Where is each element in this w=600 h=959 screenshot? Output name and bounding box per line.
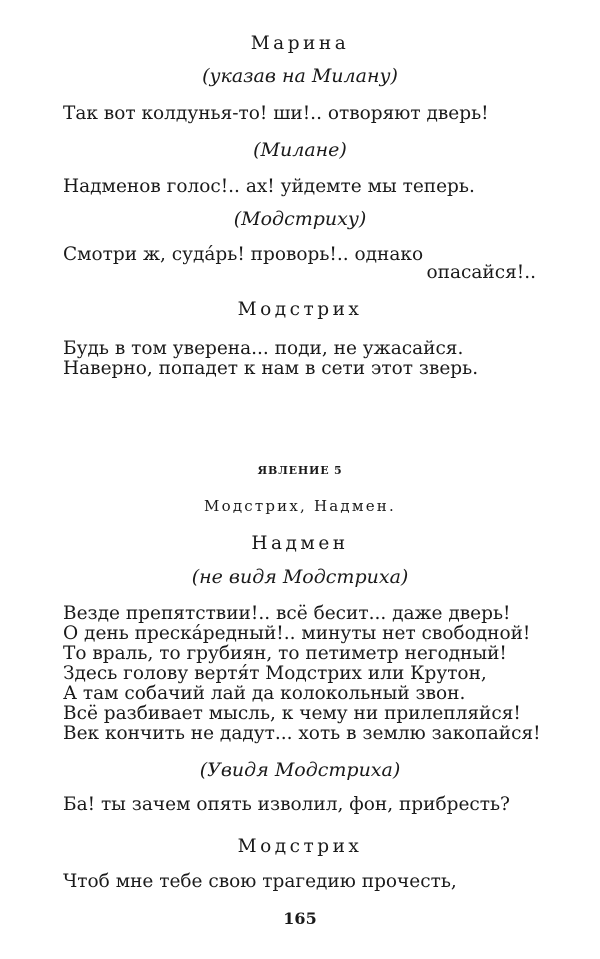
verse-line: Наверно, попадет к нам в сети этот зверь. — [63, 358, 479, 379]
verse-line: Чтоб мне тебе свою трагедию прочесть, — [63, 871, 457, 892]
cast-list: Модстрих, Надмен. — [204, 497, 396, 515]
verse-line: Надменов голос!.. ах! уйдемте мы теперь. — [63, 176, 475, 197]
verse-line: Всё разбивает мысль, к чему ни прилепляйся! — [63, 703, 521, 724]
verse-line: Везде препятствии!.. всё бесит... даже дверь! — [63, 603, 511, 624]
speaker-nadmen: Надмен — [251, 533, 349, 554]
speaker-marina: Марина — [250, 33, 350, 54]
stage-direction: (не видя Модстриха) — [191, 566, 409, 588]
scene-heading: ЯВЛЕНИЕ 5 — [257, 464, 343, 477]
verse-line: Здесь голову вертя́т Модстрих или Крутон, — [63, 663, 487, 684]
verse-line: А там собачий лай да колокольный звон. — [63, 683, 466, 704]
verse-line: Так вот колдунья-то! ши!.. отворяют дверь! — [63, 103, 489, 124]
verse-line: Смотри ж, суда́рь! проворь!.. однако — [63, 244, 424, 265]
speaker-modstrikh: Модстрих — [237, 836, 363, 857]
page-number: 165 — [283, 909, 317, 928]
speaker-modstrikh: Модстрих — [237, 299, 363, 320]
verse-line: О день преска́редный!.. минуты нет свободной! — [63, 623, 531, 644]
stage-direction: (указав на Милану) — [202, 65, 398, 87]
stage-direction: (Увидя Модстриха) — [199, 759, 401, 781]
verse-line: То враль, то грубиян, то петиметр негодный! — [63, 643, 507, 664]
verse-line: Будь в том уверена... поди, не ужасайся. — [63, 338, 464, 359]
verse-line: Век кончить не дадут... хоть в землю закопайся! — [63, 723, 541, 744]
verse-line-continuation: опасайся!.. — [426, 262, 536, 283]
stage-direction: (Милане) — [253, 139, 347, 161]
verse-line: Ба! ты зачем опять изволил, фон, прибресть? — [63, 794, 510, 815]
stage-direction: (Модстриху) — [233, 208, 367, 230]
